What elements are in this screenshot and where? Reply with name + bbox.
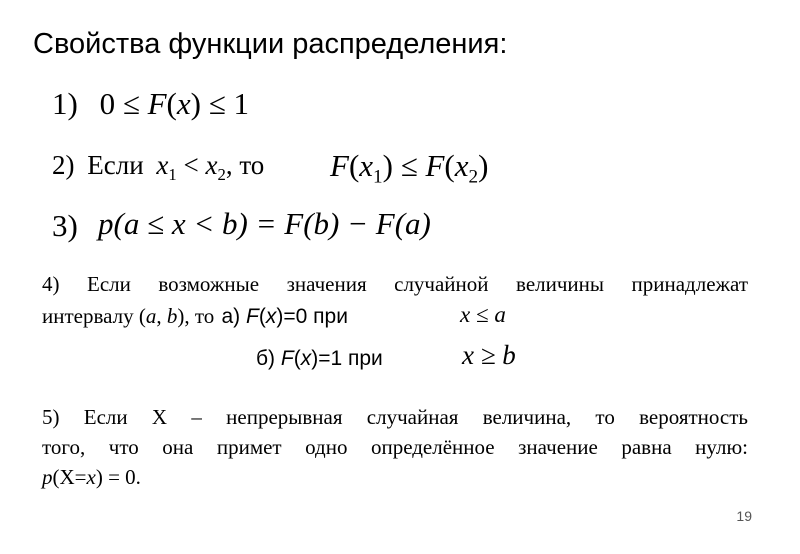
property-1-F: F: [147, 86, 167, 121]
interval-comma: ,: [156, 304, 167, 328]
formula-F1: F: [330, 148, 349, 183]
property-1-number: 1): [52, 86, 78, 121]
property-1-x: x: [176, 86, 191, 121]
case-a-condition: x ≤ a: [460, 302, 506, 327]
property-4-line2: [42, 304, 348, 329]
property-1-rhs: ≤ 1: [200, 86, 249, 121]
case-b: б) F(x)=1 при: [256, 347, 383, 370]
property-5-line1: 5) Если Х – непрерывная случайная величина, то вероятность: [42, 405, 748, 429]
slide-title: Свойства функции распределения:: [33, 28, 508, 60]
case-a-value: =0 при: [283, 305, 348, 328]
property-2-lt: <: [176, 150, 206, 180]
formula-le: ≤: [392, 148, 426, 183]
prob-x: x: [86, 465, 96, 489]
property-2-sub1: 1: [168, 164, 177, 184]
case-b-x: x: [300, 347, 312, 370]
property-2-x1: x: [156, 150, 169, 180]
case-b-F: F: [280, 347, 294, 370]
prob-close: ) = 0.: [95, 465, 141, 489]
property-2-formula: $F(x_1) \le F(x_2)$: [330, 148, 489, 188]
interval-close: ), то: [177, 304, 215, 328]
formula-x2: x: [454, 148, 469, 183]
property-2-x2: x: [205, 150, 218, 180]
property-2-sub2: 2: [217, 164, 226, 184]
case-a-F: F: [246, 305, 259, 328]
property-2-text: [52, 150, 264, 185]
property-3-number: 3): [52, 208, 78, 243]
case-a: а) F(x)=0 при: [221, 305, 348, 328]
case-b-condition: x ≥ b: [462, 340, 516, 370]
property-5-line3: [42, 465, 141, 490]
property-1-lhs: 0 ≤: [99, 86, 148, 121]
property-4-line1: 4) Если возможные значения случайной величины принадлежат: [42, 272, 748, 296]
formula-sub1: 1: [373, 166, 383, 188]
property-2-then: , то: [225, 150, 265, 180]
prob-open: (X=: [52, 465, 87, 489]
case-b-label: б): [256, 347, 276, 370]
case-a-x: x: [265, 305, 277, 328]
property-2-number: 2): [52, 150, 75, 180]
page-number: 19: [736, 508, 752, 524]
property-3-formula: p(a ≤ x < b) = F(b) − F(a): [98, 206, 431, 241]
formula-F2: F: [425, 148, 445, 183]
interval-open: интервалу (: [42, 304, 146, 328]
case-b-value: =1 при: [318, 347, 383, 370]
case-a-label: а): [221, 305, 241, 328]
property-1: 1) 0 ≤ F(x) ≤ 1: [52, 86, 249, 121]
prob-p: p: [42, 465, 53, 489]
interval-b: b: [166, 304, 178, 328]
interval-a: a: [145, 304, 157, 328]
property-5-line2: того, что она примет одно определённое значение равна нулю:: [42, 435, 748, 459]
property-2-if: Если: [87, 150, 144, 180]
formula-sub2: 2: [468, 166, 479, 188]
formula-x1: x: [359, 148, 374, 183]
